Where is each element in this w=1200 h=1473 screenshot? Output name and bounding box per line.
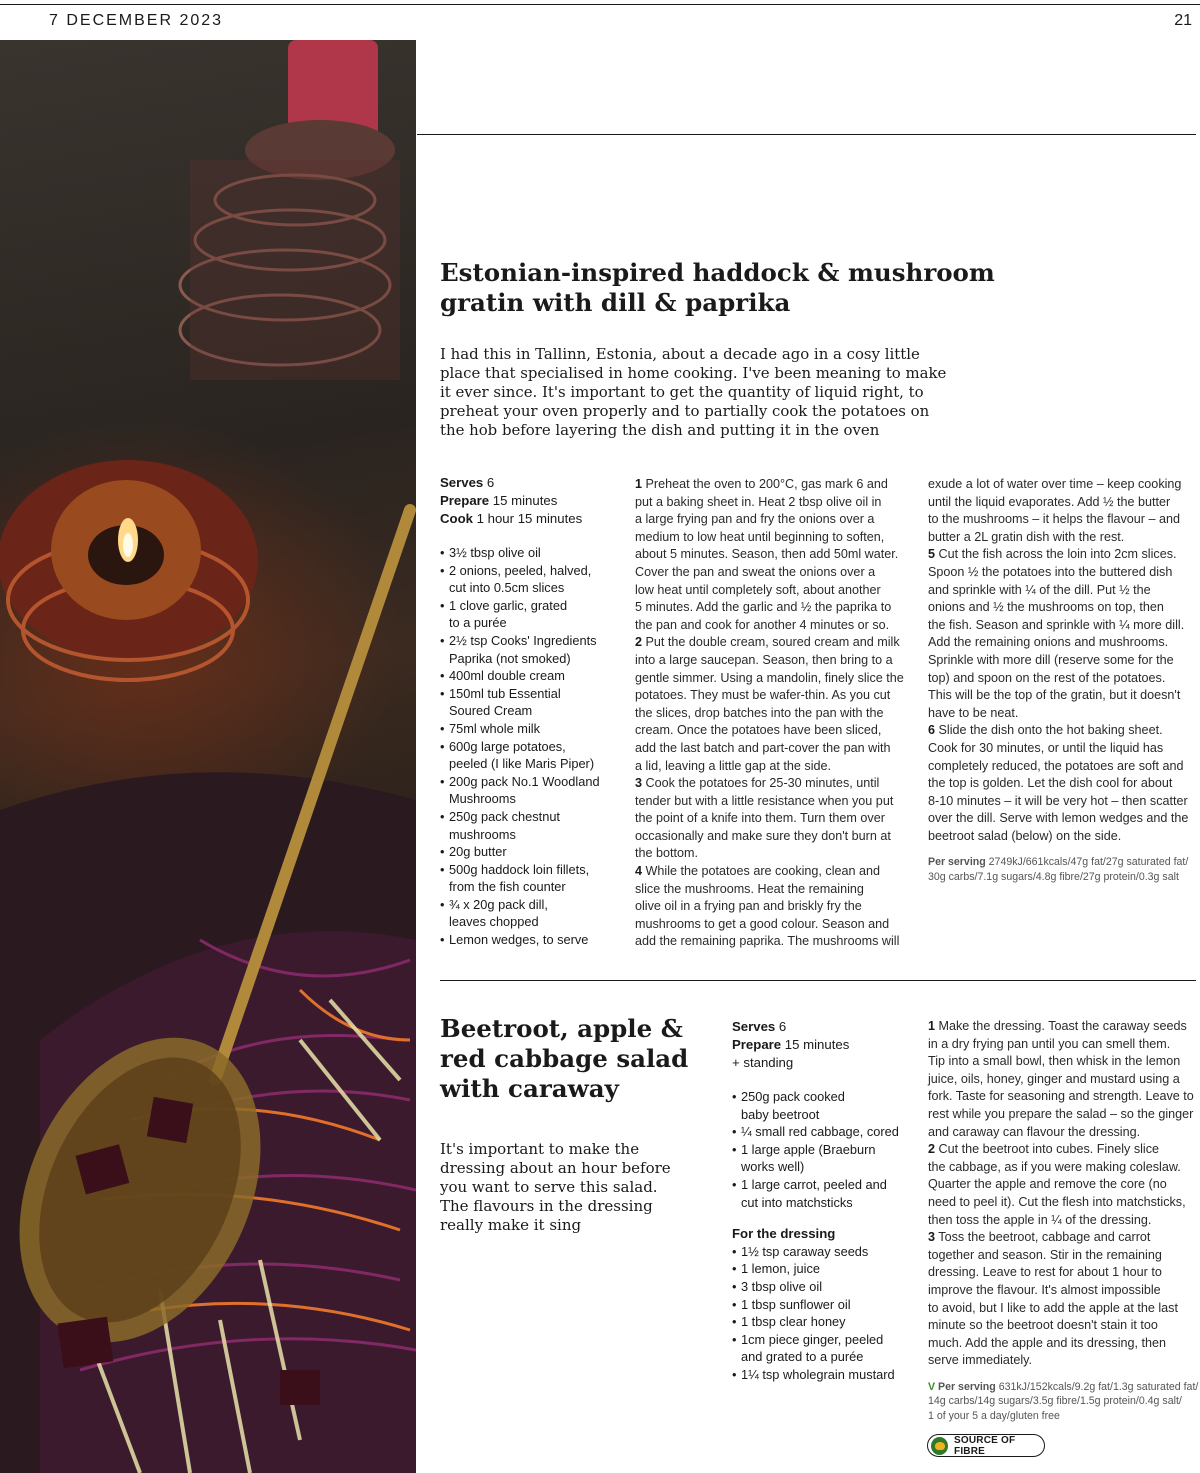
recipe2-intro-line: It's important to make the [440, 1140, 640, 1158]
ingredient-item: cut into 0.5cm slices [449, 580, 565, 596]
step-text: While the potatoes are cooking, clean and [645, 864, 881, 879]
section-rule-middle [440, 980, 1196, 981]
ingredient-item: Mushrooms [449, 791, 516, 807]
recipe2-method-column [928, 1018, 1200, 1423]
recipe2-title-line: Beetroot, apple & [440, 1014, 683, 1043]
nutrition-label: Per serving [928, 856, 986, 869]
recipe2-intro [440, 1140, 671, 1235]
method-line [928, 740, 1200, 758]
vegetarian-icon: V [928, 1380, 936, 1393]
ingredient-item: Soured Cream [449, 703, 533, 719]
step-number: 3 [635, 776, 643, 791]
recipe2-title-line: red cabbage salad [440, 1044, 689, 1073]
step-text: olive oil in a frying pan and briskly fry the [635, 899, 862, 914]
food-photo-illustration [0, 40, 416, 1473]
ingredient-item: • ¼ small red cabbage, cored [732, 1123, 917, 1141]
method-line [928, 758, 1200, 776]
method-line [635, 582, 910, 600]
step-text: a large frying pan and fry the onions over a [635, 512, 875, 527]
ingredient-item: • 1cm piece ginger, peeled [732, 1331, 917, 1349]
recipe2-prepare-extra: + standing [732, 1055, 794, 1070]
step-text: into a large saucepan. Season, then bring to a [635, 652, 893, 667]
nutrition-line: 2749kJ/661kcals/47g fat/27g saturated fat/ [985, 856, 1189, 869]
ingredient-item: • 1 clove garlic, grated [440, 597, 620, 615]
method-line [928, 1247, 1200, 1265]
step-text: mushrooms to get a good colour. Season and [635, 916, 890, 931]
step-text: 8-10 minutes – it will be very hot – then scatter [928, 793, 1188, 808]
ingredient-item: • 75ml whole milk [440, 720, 620, 738]
ingredient-item: baby beetroot [741, 1106, 820, 1122]
method-line [928, 1352, 1200, 1370]
recipe1-title-line2: gratin with dill & paprika [440, 288, 791, 317]
ingredient-item: • 200g pack No.1 Woodland [440, 773, 620, 791]
ingredient-item: • 150ml tub Essential [440, 685, 620, 703]
method-line [928, 1212, 1200, 1230]
method-line [928, 1300, 1200, 1318]
step-text: Cover the pan and sweat the onions over a [635, 564, 876, 579]
method-line [635, 916, 910, 934]
method-line [635, 810, 910, 828]
recipe1-title [440, 258, 995, 318]
method-line [928, 1071, 1200, 1089]
method-line [928, 582, 1200, 600]
ingredient-item: • 1 large apple (Braeburn [732, 1141, 917, 1159]
step-text: gentle simmer. Using a mandolin, finely slice the [635, 670, 904, 685]
ingredient-item: • ¾ x 20g pack dill, [440, 896, 620, 914]
step-text: add the last batch and part-cover the pan with [635, 740, 891, 755]
method-line [928, 775, 1200, 793]
step-text: beetroot salad (below) on the side. [928, 828, 1122, 843]
method-line: exude a lot of water over time – keep cooking [928, 477, 1182, 491]
recipe2-title-line: with caraway [440, 1074, 619, 1103]
ingredient-item: leaves chopped [449, 914, 539, 930]
nutrition-line: 631kJ/152kcals/9.2g fat/1.3g saturated fat/ [995, 1380, 1199, 1393]
ingredient-item: • 2½ tsp Cooks' Ingredients [440, 632, 620, 650]
ingredient-item: • 400ml double cream [440, 667, 620, 685]
method-line [928, 670, 1200, 688]
ingredient-item: • 3½ tbsp olive oil [440, 544, 620, 562]
step-text: then toss the apple in ¼ of the dressing. [928, 1212, 1152, 1227]
method-line [928, 810, 1200, 828]
method-line [635, 599, 910, 617]
nutrition-line: 30g carbs/7.1g sugars/4.8g fibre/27g protein/0.3g salt [928, 870, 1179, 883]
method-step [635, 775, 910, 863]
recipe1-method-column-1 [635, 476, 910, 951]
method-line [635, 863, 910, 881]
method-line [635, 845, 910, 863]
method-line [928, 1036, 1200, 1054]
recipe1-nutrition [928, 855, 1200, 884]
ingredient-item: • 20g butter [440, 843, 620, 861]
method-line [928, 1106, 1200, 1124]
step-text: low heat until completely soft, about another [635, 582, 881, 597]
ingredient-item: • 1½ tsp caraway seeds [732, 1243, 917, 1261]
method-line [928, 1194, 1200, 1212]
ingredient-item: and grated to a purée [741, 1349, 864, 1365]
step-text: Make the dressing. Toast the caraway seeds [938, 1019, 1187, 1033]
recipe1-ingredients-column [440, 474, 620, 949]
method-line: to the mushrooms – it helps the flavour – and [928, 512, 1181, 527]
step-number: 2 [928, 1142, 936, 1157]
method-line [928, 1088, 1200, 1106]
step-text: and caraway can flavour the dressing. [928, 1124, 1141, 1139]
recipe1-intro-line: I had this in Tallinn, Estonia, about a decade ago in a cosy little [440, 345, 920, 363]
header-rule [0, 4, 1200, 5]
step-text: Cut the fish across the loin into 2cm slices. [938, 547, 1177, 562]
method-line [928, 1124, 1200, 1142]
recipe2-ingredient-list [732, 1088, 917, 1211]
recipe1-method-steps [928, 546, 1200, 845]
method-line [928, 828, 1200, 846]
method-line [928, 1335, 1200, 1353]
step-text: juice, oils, honey, ginger and mustard using a [928, 1071, 1180, 1086]
step-text: top) and spoon on the rest of the potatoes. [928, 670, 1166, 685]
step-text: potatoes. They must be wafer-thin. As you cut [635, 688, 891, 703]
step-text: This will be the top of the gratin, but it doesn't [928, 688, 1181, 703]
step-text: and sprinkle with ¼ of the dill. Put ½ the [928, 582, 1151, 597]
method-line [928, 564, 1200, 582]
step-number: 3 [928, 1230, 936, 1245]
method-line [928, 617, 1200, 635]
method-line [635, 881, 910, 899]
method-line [635, 511, 910, 529]
method-line [928, 687, 1200, 705]
recipe1-intro-line: preheat your oven properly and to partially cook the potatoes on [440, 402, 930, 420]
food-photo [0, 40, 416, 1473]
method-line [635, 828, 910, 846]
step-number: 2 [635, 635, 643, 650]
method-step [928, 722, 1200, 845]
step-text: tender but with a little resistance when you put [635, 793, 894, 808]
method-line [635, 793, 910, 811]
method-line [635, 933, 910, 951]
step-text: 5 minutes. Add the garlic and ½ the paprika to [635, 600, 892, 615]
step-text: medium to low heat until beginning to soften, [635, 529, 885, 544]
method-line [928, 652, 1200, 670]
recipe1-method-continuation [928, 476, 1200, 546]
ingredient-item: Paprika (not smoked) [449, 650, 571, 666]
method-line [635, 758, 910, 776]
ingredient-item: • 250g pack chestnut [440, 808, 620, 826]
step-text: need to peel it). Cut the flesh into matchsticks, [928, 1194, 1186, 1209]
ingredient-item: works well) [741, 1159, 805, 1175]
method-line [928, 599, 1200, 617]
step-text: Cook for 30 minutes, or until the liquid has [928, 740, 1164, 755]
step-number: 4 [635, 864, 643, 879]
method-line [928, 634, 1200, 652]
step-text: slice the mushrooms. Heat the remaining [635, 881, 864, 896]
method-line [928, 1053, 1200, 1071]
step-text: onions and ½ the mushrooms on top, then [928, 600, 1164, 615]
step-text: serve immediately. [928, 1353, 1033, 1368]
ingredient-item: • Lemon wedges, to serve [440, 931, 620, 949]
method-line [635, 634, 910, 652]
step-number: 1 [635, 477, 643, 491]
ingredient-item: • 3 tbsp olive oil [732, 1278, 917, 1296]
method-line [928, 1176, 1200, 1194]
step-text: Preheat the oven to 200°C, gas mark 6 and [645, 477, 888, 491]
step-text: improve the flavour. It's almost impossible [928, 1282, 1161, 1297]
ingredient-item: • 1¼ tsp wholegrain mustard [732, 1366, 917, 1384]
method-line [635, 775, 910, 793]
step-text: Tip into a small bowl, then whisk in the lemon [928, 1054, 1181, 1069]
method-line [635, 705, 910, 723]
method-line [635, 564, 910, 582]
method-line [635, 722, 910, 740]
step-number: 1 [928, 1019, 936, 1033]
method-line [635, 529, 910, 547]
ingredient-item: • 2 onions, peeled, halved, [440, 562, 620, 580]
step-text: the fish. Season and sprinkle with ¼ more dill. [928, 617, 1185, 632]
dressing-heading: For the dressing [732, 1226, 836, 1242]
step-text: Add the remaining onions and mushrooms. [928, 635, 1169, 650]
method-step [928, 1141, 1200, 1229]
recipe2-nutrition [928, 1380, 1200, 1423]
recipe1-intro-line: it ever since. It's important to get the quantity of liquid right, to [440, 383, 924, 401]
method-line [635, 617, 910, 635]
method-line [635, 898, 910, 916]
badge-label: SOURCE OF FIBRE [954, 1434, 1016, 1457]
step-text: have to be neat. [928, 705, 1019, 720]
ingredient-item: • 600g large potatoes, [440, 738, 620, 756]
recipe2-intro-line: really make it sing [440, 1216, 582, 1234]
step-text: Toss the beetroot, cabbage and carrot [938, 1230, 1151, 1245]
step-text: the slices, drop batches into the pan with the [635, 705, 884, 720]
issue-date: 7 DECEMBER 2023 [49, 12, 224, 29]
method-line [928, 1141, 1200, 1159]
step-text: the pan and cook for another 4 minutes or so. [635, 617, 890, 632]
method-line: butter a 2L gratin dish with the rest. [928, 529, 1125, 544]
method-line [928, 705, 1200, 723]
step-text: the bottom. [635, 846, 699, 861]
step-text: the cabbage, as if you were making coleslaw. [928, 1159, 1181, 1174]
method-line [928, 1159, 1200, 1177]
step-text: minute so the beetroot doesn't stain it too [928, 1318, 1158, 1333]
ingredient-item: mushrooms [449, 826, 516, 842]
step-text: completely reduced, the potatoes are soft and [928, 758, 1184, 773]
method-step [928, 1018, 1200, 1141]
step-text: occasionally and make sure they don't burn at [635, 828, 891, 843]
step-text: about 5 minutes. Season, then add 50ml water. [635, 547, 899, 562]
step-text: Sprinkle with more dill (reserve some for the [928, 652, 1174, 667]
nutrition-line: 14g carbs/14g sugars/3.5g fibre/1.5g protein/0.4g salt/ [928, 1395, 1182, 1408]
method-line [635, 546, 910, 564]
ingredient-item: • 500g haddock loin fillets, [440, 861, 620, 879]
method-line [928, 793, 1200, 811]
ingredient-item: • 1 tbsp sunflower oil [732, 1296, 917, 1314]
ingredient-item: • 1 tbsp clear honey [732, 1313, 917, 1331]
source-of-fibre-badge [927, 1434, 1045, 1457]
method-line [928, 546, 1200, 564]
step-text: the top is golden. Let the dish cool for about [928, 776, 1173, 791]
method-line [635, 740, 910, 758]
step-text: over the dill. Serve with lemon wedges and the [928, 811, 1189, 826]
step-text: Spoon ½ the potatoes into the buttered dish [928, 564, 1173, 579]
nutrition-label: Per serving [938, 1380, 996, 1393]
recipe1-intro-line: the hob before layering the dish and putting it in the oven [440, 421, 880, 439]
recipe1-cook: Cook 1 hour 15 minutes [440, 511, 583, 526]
ingredient-item: peeled (I like Maris Piper) [449, 756, 595, 772]
recipe1-prepare: Prepare 15 minutes [440, 493, 558, 508]
recipe2-intro-line: dressing about an hour before [440, 1159, 671, 1177]
ingredient-item: • 250g pack cooked [732, 1088, 917, 1106]
recipe1-method-column-2 [928, 476, 1200, 884]
recipe2-intro-line: you want to serve this salad. [440, 1178, 658, 1196]
step-text: rest while you prepare the salad – so the ginger [928, 1106, 1194, 1121]
recipe2-title [440, 1014, 688, 1104]
method-step [928, 1229, 1200, 1370]
ingredient-item: • 1 large carrot, peeled and [732, 1176, 917, 1194]
ingredient-item: from the fish counter [449, 879, 566, 895]
step-text: a lid, leaving a little gap at the side. [635, 758, 832, 773]
step-text: much. Add the apple and its dressing, then [928, 1335, 1167, 1350]
method-line [635, 476, 910, 494]
step-text: dressing. Leave to rest for about 1 hour to [928, 1265, 1162, 1280]
fibre-icon [931, 1437, 948, 1455]
recipe1-title-line1: Estonian-inspired haddock & mushroom [440, 258, 995, 287]
method-line [635, 652, 910, 670]
step-text: Slide the dish onto the hot baking sheet. [938, 723, 1163, 738]
step-text: cream. Once the potatoes have been sliced, [635, 723, 882, 738]
recipe2-prepare: Prepare 15 minutes [732, 1037, 850, 1052]
step-text: add the remaining paprika. The mushrooms will [635, 934, 900, 949]
method-line [635, 687, 910, 705]
ingredient-item: • 1 lemon, juice [732, 1260, 917, 1278]
method-step [635, 863, 910, 951]
step-text: Cut the beetroot into cubes. Finely slice [938, 1142, 1160, 1157]
recipe2-method-steps [928, 1018, 1200, 1370]
method-step [635, 634, 910, 775]
dressing-ingredient-list [732, 1243, 917, 1384]
section-rule-top [417, 134, 1196, 135]
method-line [635, 494, 910, 512]
step-text: to avoid, but I like to add the apple at the last [928, 1300, 1178, 1315]
recipe1-ingredient-list [440, 544, 620, 949]
method-step [635, 476, 910, 634]
method-line [635, 670, 910, 688]
recipe2-ingredients-column [732, 1018, 917, 1384]
method-line: until the liquid evaporates. Add ½ the butter [928, 494, 1171, 509]
recipe1-intro [440, 345, 946, 440]
step-text: in a dry frying pan until you can smell them. [928, 1036, 1171, 1051]
recipe1-serves: Serves 6 [440, 475, 495, 490]
step-text: Put the double cream, soured cream and milk [645, 635, 900, 650]
method-line [928, 1317, 1200, 1335]
step-text: Cook the potatoes for 25-30 minutes, until [645, 776, 880, 791]
step-text: Quarter the apple and remove the core (no [928, 1177, 1167, 1192]
page-number: 21 [1174, 12, 1192, 29]
method-line [928, 1018, 1200, 1036]
recipe2-serves: Serves 6 [732, 1019, 787, 1034]
recipe1-intro-line: place that specialised in home cooking. I've been meaning to make [440, 364, 947, 382]
method-line [928, 1282, 1200, 1300]
step-text: fork. Taste for seasoning and strength. Leave to [928, 1089, 1194, 1104]
step-number: 5 [928, 547, 936, 562]
nutrition-line: 1 of your 5 a day/gluten free [928, 1409, 1060, 1422]
method-step [928, 546, 1200, 722]
recipe2-intro-line: The flavours in the dressing [440, 1197, 653, 1215]
step-text: put a baking sheet in. Heat 2 tbsp olive oil in [635, 494, 882, 509]
step-text: the point of a knife into them. Turn them over [635, 811, 885, 826]
method-line [928, 1264, 1200, 1282]
ingredient-item: cut into matchsticks [741, 1194, 853, 1210]
method-line [928, 1229, 1200, 1247]
method-line [928, 722, 1200, 740]
ingredient-item: to a purée [449, 615, 507, 631]
step-number: 6 [928, 723, 936, 738]
step-text: together and season. Stir in the remaining [928, 1247, 1162, 1262]
